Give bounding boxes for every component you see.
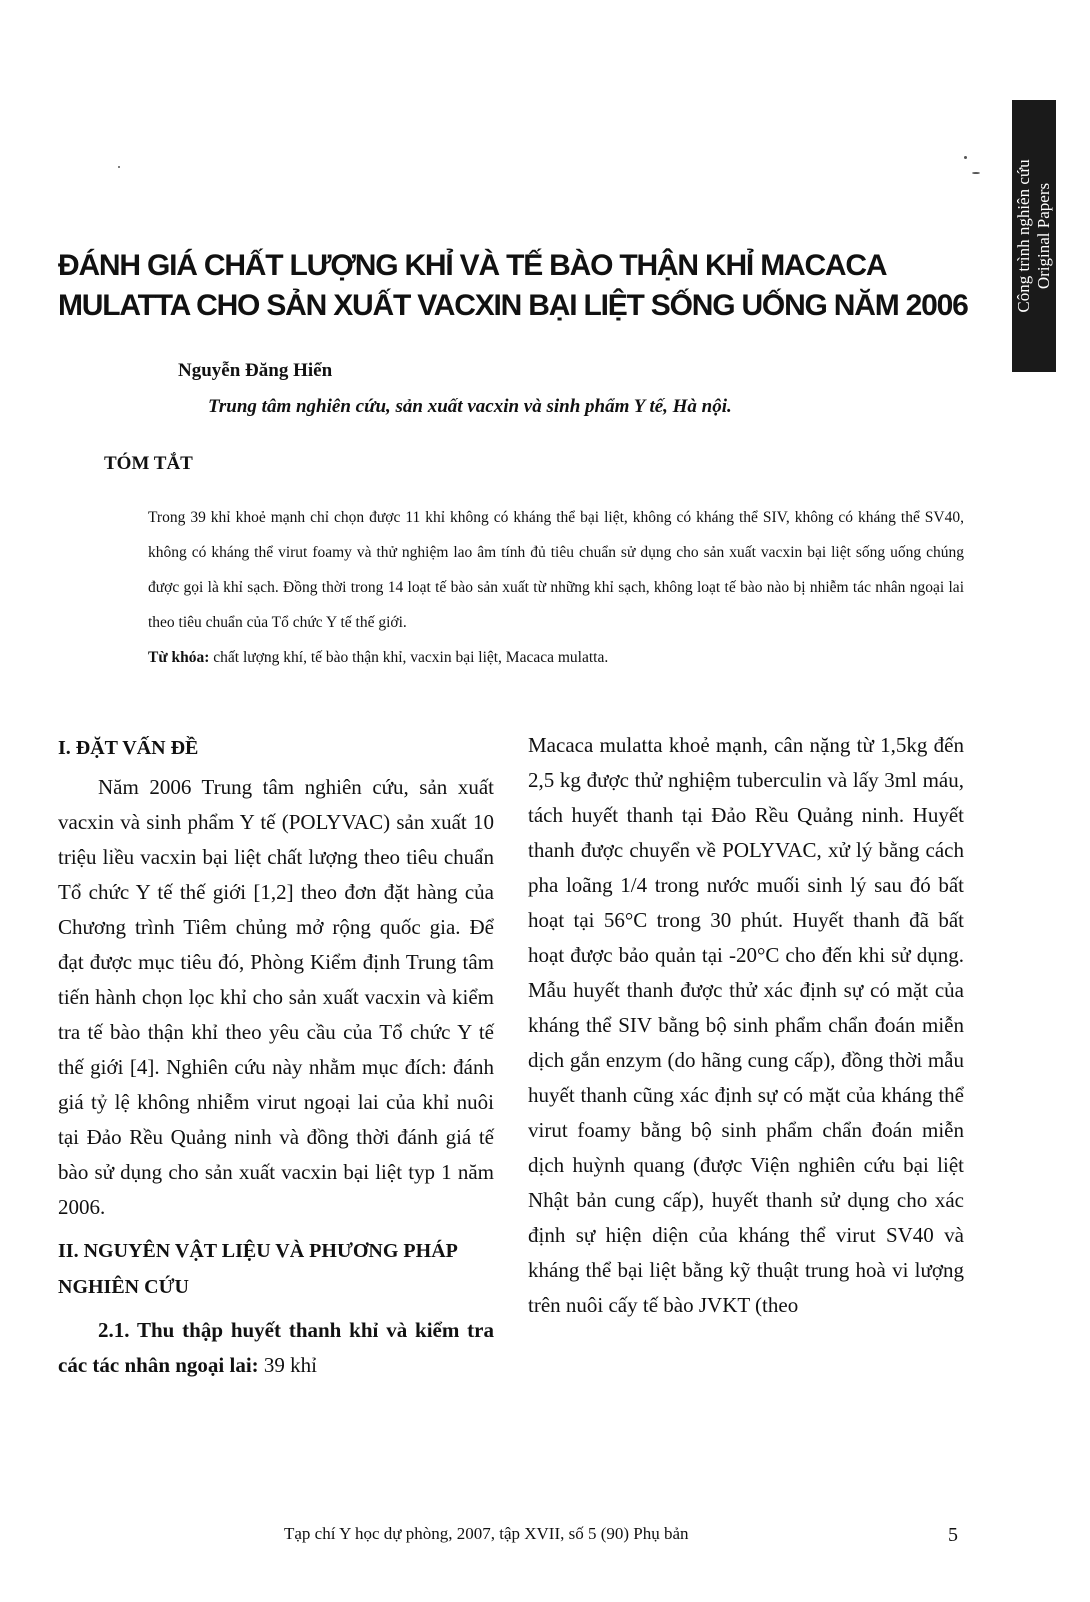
section-2-heading: II. NGUYÊN VẬT LIỆU VÀ PHƯƠNG PHÁP NGHIÊN CỨU: [58, 1240, 457, 1298]
section-1-heading: I. ĐẶT VẤN ĐỀ: [58, 737, 199, 759]
abstract-block: [148, 500, 964, 675]
page-footer: [0, 1524, 1090, 1554]
section-1-body: Năm 2006 Trung tâm nghiên cứu, sản xuất vacxin và sinh phẩm Y tế (POLYVAC) sản xuất 10 triệu liều vacxin bại liệt chất lượng theo tiêu chuẩn Tổ chức Y tế thế giới [1,2] theo đơn đặt hàng của Chương trình Tiêm chủng mở rộng quốc gia. Để đạt được mục tiêu đó, Phòng Kiểm định Trung tâm tiến hành chọn lọc khỉ cho sản xuất vacxin và kiểm tra tế bào thận khỉ theo yêu cầu của Tổ chức Y tế thế giới [4]. Nghiên cứu này nhằm mục đích: đánh giá tỷ lệ không nhiễm virut ngoại lai của khỉ nuôi tại Đảo Rều Quảng ninh và đồng thời đánh giá tế bào sử dụng cho sản xuất vacxin bại liệt typ 1 năm 2006.: [58, 775, 494, 1219]
keywords-text: chất lượng khí, tế bào thận khỉ, vacxin bại liệt, Macaca mulatta.: [209, 649, 609, 666]
scan-speck: [972, 172, 980, 174]
page-number: 5: [948, 1524, 958, 1546]
scan-speck: [964, 156, 967, 159]
subsection-2-1: [58, 1313, 494, 1383]
author-name: Nguyễn Đăng Hiển: [178, 360, 333, 381]
abstract-heading: TÓM TẮT: [104, 453, 193, 474]
section-side-tab: [1012, 100, 1056, 372]
right-column: [528, 728, 964, 1323]
keywords-label: Từ khóa:: [148, 649, 210, 666]
left-column: [58, 728, 494, 1383]
side-tab-label: [1014, 159, 1054, 312]
side-tab-line-1: Công trình nghiên cứu: [1014, 159, 1033, 313]
subsection-2-1-label: 2.1. Thu thập huyết thanh khỉ và kiểm tra các tác nhân ngoại lai:: [58, 1318, 494, 1377]
side-tab-line-2: Original Papers: [1034, 182, 1053, 290]
title-line-1: ĐÁNH GIÁ CHẤT LƯỢNG KHỈ VÀ TẾ BÀO THẬN KHỈ MACACA: [58, 249, 887, 282]
title-line-2: MULATTA CHO SẢN XUẤT VACXIN BẠI LIỆT SỐNG UỐNG NĂM 2006: [58, 289, 968, 322]
scan-speck: [118, 166, 120, 168]
journal-citation: Tạp chí Y học dự phòng, 2007, tập XVII, số 5 (90) Phụ bản: [284, 1524, 689, 1543]
article-title: [58, 246, 998, 326]
abstract-body: Trong 39 khỉ khoẻ mạnh chỉ chọn được 11 khỉ không có kháng thể bại liệt, không có kháng thể SIV, không có kháng thể SV40, không có kháng thể virut foamy và thử nghiệm lao âm tính đủ tiêu chuẩn sử dụng cho sản xuất vacxin bại liệt sống uống chúng được gọi là khỉ sạch. Đồng thời trong 14 loạt tế bào sản xuất từ những khỉ sạch, không loạt tế bào nào bị nhiễm tác nhân ngoại lai theo tiêu chuẩn của Tổ chức Y tế thế giới.: [148, 509, 964, 631]
keywords-line: [148, 640, 964, 675]
subsection-2-1-continued: Macaca mulatta khoẻ mạnh, cân nặng từ 1,5kg đến 2,5 kg được thử nghiệm tuberculin và lấy 3ml máu, tách huyết thanh tại Đảo Rều Quảng ninh. Huyết thanh được chuyển về POLYVAC, xử lý bằng cách pha loãng 1/4 trong nước muối sinh lý sau đó bất hoạt tại 56°C trong 30 phút. Huyết thanh đã bất hoạt được bảo quản tại -20°C cho đến khi sử dụng. Mẫu huyết thanh được thử xác định sự có mặt của kháng thể SIV bằng bộ sinh phẩm chẩn đoán miễn dịch gắn enzym (do hãng cung cấp), đồng thời mẫu huyết thanh cũng xác định sự có mặt của kháng thể virut foamy bằng bộ sinh phẩm chẩn đoán miễn dịch huỳnh quang (được Viện nghiên cứu bại liệt Nhật bản cung cấp), huyết thanh sử dụng cho xác định sự hiện diện của kháng thể virut SV40 và kháng thể bại liệt bằng kỹ thuật trung hoà vi lượng trên nuôi cấy tế bào JVKT (theo: [528, 733, 964, 1317]
subsection-2-1-start: 39 khỉ: [258, 1353, 318, 1377]
author-affiliation: Trung tâm nghiên cứu, sản xuất vacxin và sinh phẩm Y tế, Hà nội.: [208, 396, 732, 417]
